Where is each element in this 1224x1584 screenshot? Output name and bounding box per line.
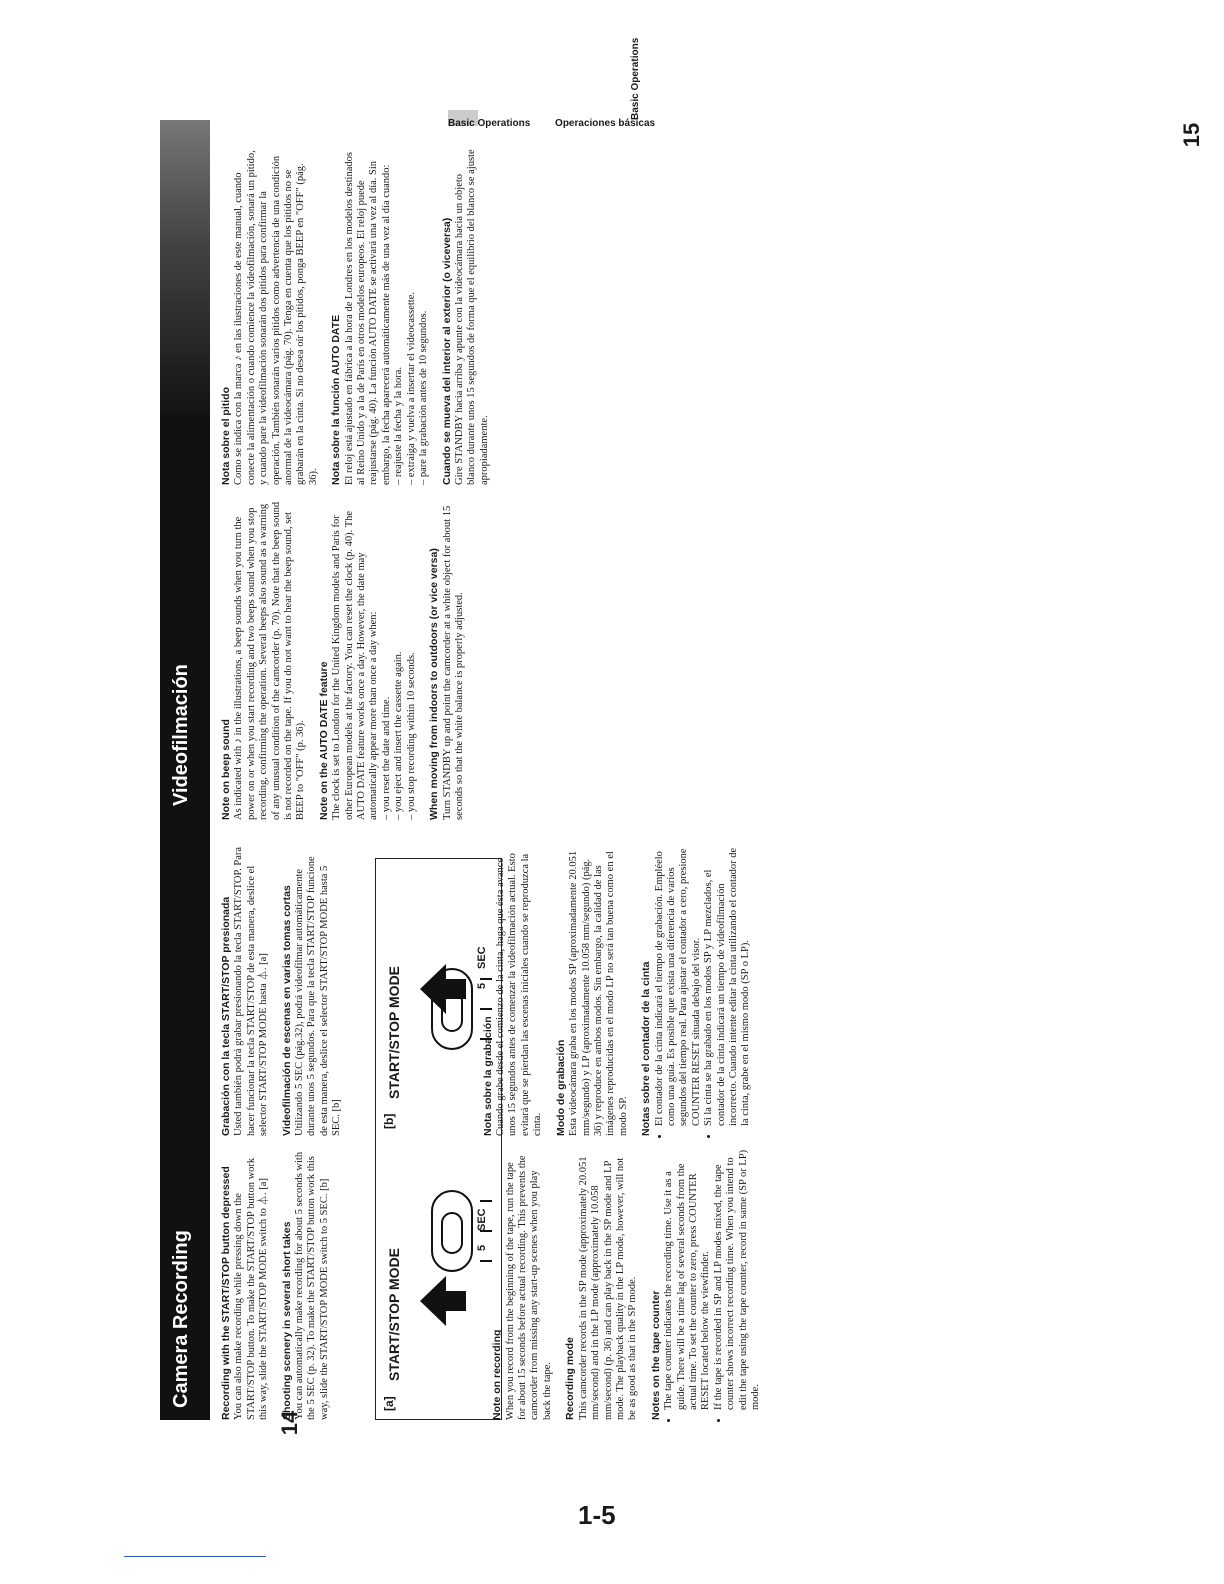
list-item: – you stop recording within 10 seconds.: [405, 652, 417, 820]
mode-switch-illustration-b: [406, 889, 496, 1089]
sheet-number: 1-5: [578, 1500, 616, 1530]
heading: Shooting scenery in several short takes: [280, 1221, 293, 1420]
column-spanish-2: [220, 145, 501, 485]
list-item: – reajuste la fecha y la hora.: [393, 366, 405, 485]
paragraph: El reloj está ajustado en fábrica a la hora de Londres en los modelos destinados al Reino Unido y a la de París en otros modelos europeos. El reloj puede reajustarse (pág. 40). La función AUTO DATE se activará una vez al día. Sin embargo, la fecha aparecerá automáticamente más de una vez al día cuando:: [343, 152, 392, 485]
page-number-right: 15: [1179, 122, 1205, 148]
heading: When moving from indoors to outdoors (or vice versa): [428, 548, 441, 820]
figure-b-mode-label: START/STOP MODE: [386, 965, 402, 1099]
bullet-list: [663, 1148, 762, 1420]
figure-a-five: 5: [476, 1244, 488, 1251]
list-item: • Si la cinta se ha grabado en los modos SP y LP mezclados, el contador de la cinta indicará un tiempo de videofilmación incorrecto. Cuando intente editar la cinta utilizando el contador de la cinta, grabe en el mismo modo (SP o LP).: [703, 846, 753, 1126]
heading: Note on beep sound: [220, 719, 232, 820]
heading: Nota sobre la función AUTO DATE: [330, 314, 343, 485]
list-item: – you eject and insert the cassette again.: [393, 651, 405, 820]
paragraph: You can automatically make recording for about 5 seconds with the 5 SEC (p. 32). To make the START/STOP button work this way, slide the START/STOP MODE switch to 5 SEC. [b]: [294, 1151, 330, 1420]
heading: Modo de grabación: [554, 1039, 567, 1136]
mode-switch-illustration-a: [406, 1171, 496, 1371]
heading: Recording with the START/STOP button depressed: [220, 1166, 232, 1420]
heading: Videofilmación de escenas en varias tomas cortas: [280, 885, 293, 1136]
section-title-en: Camera Recording: [170, 1230, 192, 1408]
header-bar-right: [160, 120, 210, 820]
paragraph: Usted también podrá grabar presionando la tecla START/STOP. Para hacer funcionar la tecla START/STOP de esta manera, deslice el selector START/STOP MODE hasta ⏃. [a]: [233, 846, 270, 1136]
bullet-list: [654, 846, 753, 1136]
column-english-2: [220, 500, 476, 820]
paragraph: You can also make recording while pressing down the START/STOP button. To make the START/STOP button work this way, slide the START/STOP MODE switch to ⏃. [a]: [233, 1157, 270, 1420]
figure-a-mode-label: START/STOP MODE: [386, 1247, 402, 1381]
page-number-left: 14: [277, 1410, 303, 1436]
list-item: • The tape counter indicates the recording time. Use it as a guide. There will be a time lag of several seconds from the actual time. To set the counter to zero, press COUNTER RESET located below the viewfinder.: [663, 1148, 713, 1410]
header-gradient: [160, 120, 210, 420]
figure-a-label: [a]: [382, 1396, 396, 1411]
heading: Note on recording: [491, 1329, 504, 1420]
heading: Nota sobre la grabación: [481, 1016, 494, 1136]
paragraph: When you record from the beginning of the tape, run the tape for about 15 seconds before actual recording. This prevents the camcorder from missing any start-up scenes when you play back the tape.: [504, 1155, 553, 1420]
footer-en: Basic Operations: [630, 37, 641, 120]
paragraph: Cuando grabe desde el comienzo de la cinta, haga que ésta avance unos 15 segundos antes de comenzar la videofilmación actual. Esto evitará que se pierdan las escenas iniciales cuando se reproduzca la cinta.: [495, 853, 544, 1136]
list-item: – extraiga y vuelva a insertar el videocassette.: [405, 292, 417, 485]
footer-en-label: Basic Operations: [448, 118, 531, 129]
paragraph: This camcorder records in the SP mode (approximately 20.051 mm/second) and in the LP mode (approximately 10.058 mm/second) (p. 36) and can play back in the SP mode and LP mode. The playback quality in the LP mode, however, will not be as good as that in the SP mode.: [577, 1156, 639, 1420]
footer-labels: [630, 38, 641, 120]
list-item: • El contador de la cinta indicará el tiempo de grabación. Empléelo como una guía. Es posible que exista una diferencia de varios segundos del tiempo real. Para ajustar el contador a cero, presione COUNTER RESET situada debajo del visor.: [654, 846, 704, 1126]
paragraph: Utilizando 5 SEC (pág.32), podrá videofilmar automáticamente durante unos 5 segundos. Para que la tecla START/STOP funcione de esta manera, deslice el selector START/STOP MODE hasta 5 SEC. [b]: [294, 856, 343, 1136]
figure-b-sec: SEC: [476, 946, 488, 969]
heading: Cuando se mueva del interior al exterior (o viceversa): [440, 217, 453, 485]
list-item: – pare la grabación antes de 10 segundos.: [418, 310, 430, 485]
paragraph: Gire STANDBY hacia arriba y apunte con la videocámara hacia un objeto blanco durante unos 15 segundos de forma que el equilibrio del blanco se ajuste apropiadamente.: [453, 149, 490, 485]
footer-text: [448, 118, 655, 129]
heading: Grabación con la tecla START/STOP presionada: [220, 896, 232, 1136]
heading: Notas sobre el contador de la cinta: [640, 961, 653, 1136]
heading: Note on the AUTO DATE feature: [317, 661, 330, 820]
list-item: • If the tape is recorded in SP and LP modes mixed, the tape counter shows incorrect recording time. When you intend to edit the tape using the tape counter, record in same (SP or LP) mode.: [713, 1148, 763, 1410]
figure-start-stop-mode: [375, 858, 502, 1420]
list-item: – you reset the date and time.: [380, 696, 392, 820]
figure-a: [380, 1141, 488, 1411]
paragraph: Esta videocámara graba en los modos SP (aproximadamente 20.051 mm/segundo) y LP (aproximadamente 10.058 mm/segundo) (pág. 36) y reproduce en ambos modos. Sin embargo, la calidad de las imágenes reproducidas en el modo LP no será tan buena como en el modo SP.: [568, 850, 629, 1136]
rotated-page-content: [160, 37, 761, 1420]
paragraph: The clock is set to London for the United Kingdom models and Paris for other European models at the factory. You can reset the clock (p. 40). The AUTO DATE feature works once a day. However, the date may automatically appear more than once a day when:: [331, 510, 380, 820]
heading: Notes on the tape counter: [649, 1290, 662, 1420]
figure-b-label: [b]: [382, 1113, 396, 1129]
heading: Recording mode: [564, 1337, 577, 1420]
paragraph: Como se indica con la marca ♪ en las ilustraciones de este manual, cuando conecte la alimentación o cuando comience la videofilmación, sonará un pitido, y cuando pare la videofilmación sonarán dos pitidos para confirmar la operación. También sonarán varios pitidos como advertencia de una condición anormal de la videocámara (pág. 70). Tenga en cuenta que los pitidos no se grabarán en la cinta. Si no desea oír los pitidos, ponga BEEP en "OFF" (pág. 36).: [233, 150, 319, 485]
footer-es-label: Operaciones básicas: [555, 118, 656, 129]
figure-a-sec: SEC: [476, 1208, 488, 1231]
paragraph: As indicated with ♪ in the illustrations, a beep sounds when you turn the power on or when you start recording and two beeps sound when you stop recording, confirming the operation. Several beeps also sound as a warning of any unusual condition of the camcorder (p. 70). Note that the beep sound is not recorded on the tape. If you do not want to hear the beep sound, set BEEP to "OFF" (p. 36).: [233, 501, 307, 820]
heading: Nota sobre el pitido: [220, 386, 232, 485]
paragraph: Turn STANDBY up and point the camcorder at a white object for about 15 seconds so that the white balance is properly adjusted.: [441, 505, 465, 820]
margin-mark: [124, 1556, 266, 1557]
figure-b-five: 5: [476, 982, 488, 989]
header-bar-left: [160, 820, 210, 1420]
section-title-es: Videofilmación: [170, 664, 192, 806]
